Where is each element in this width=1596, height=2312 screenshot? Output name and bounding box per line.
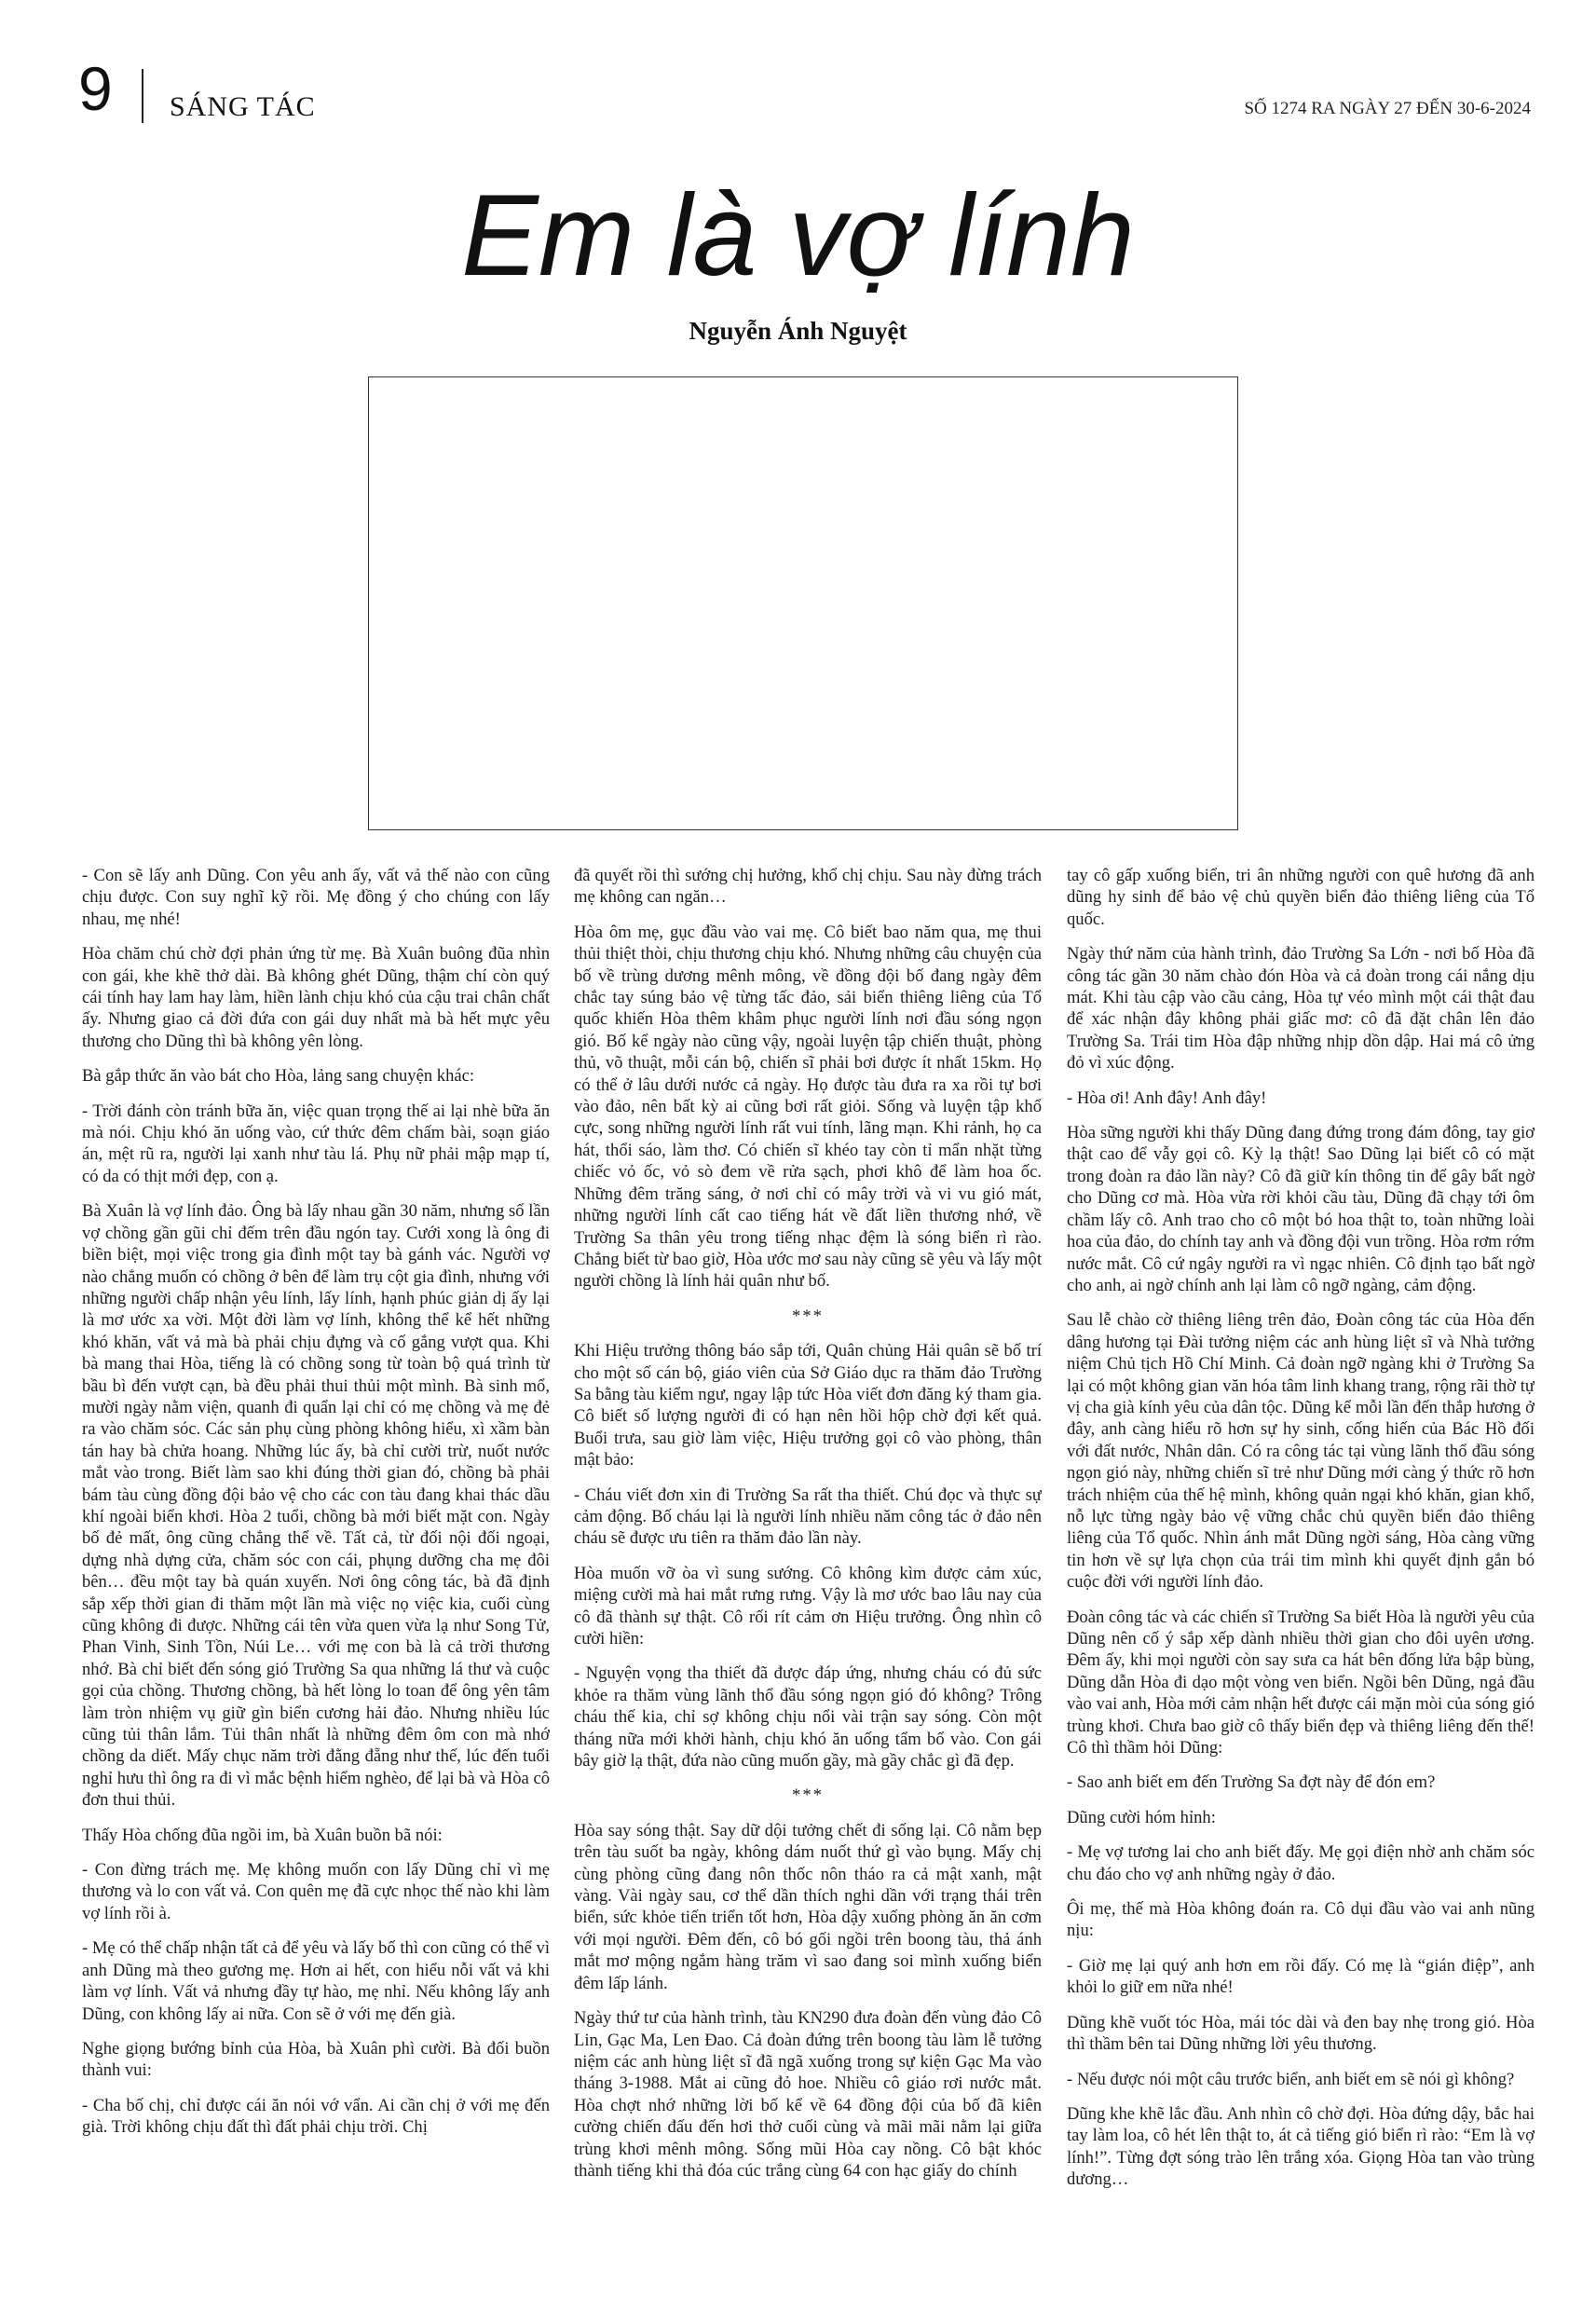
issue-date: SỐ 1274 RA NGÀY 27 ĐẾN 30-6-2024 [1244, 99, 1531, 118]
paragraph: Hòa say sóng thật. Say dữ dội tưởng chết đi sống lại. Cô nằm bẹp trên tàu suốt ba ngày, không dám nuốt thứ gì vào bụng. Mấy chị cùng phòng cũng đang nôn thốc nôn tháo ra cả mật xanh, mật vàng. Vài ngày sau, cơ thể dần thích nghi dần với trạng thái trên biển, sức khỏe tiến triển tốt hơn, Hòa dậy xuống phòng ăn ăn cơm với mọi người. Đêm đến, cô bó gối ngồi trên boong tàu, thả ánh mắt mơ mộng ngắm hàng trăm vì sao đang soi mình xuống biển đêm lấp lánh. [574, 1820, 1042, 1993]
paragraph: Bà gắp thức ăn vào bát cho Hòa, lảng sang chuyện khác: [82, 1066, 475, 1087]
paragraph: - Nếu được nói một câu trước biển, anh biết em sẽ nói gì không? [1067, 2069, 1515, 2089]
paragraph: Thấy Hòa chống đũa ngồi im, bà Xuân buồn bã nói: [82, 1825, 443, 1845]
article-title: Em là vợ lính [461, 171, 1135, 300]
paragraph: - Trời đánh còn tránh bữa ăn, việc quan trọng thế ai lại nhè bữa ăn mà nói. Chịu khó ăn uống vào, cứ thức đêm chấm bài, soạn giáo án, mệt rũ ra, người lại xanh như tàu lá. Phụ nữ phải mập mạp tí, có da có thịt mới đẹp, con ạ. [82, 1101, 550, 1186]
paragraph: Nghe giọng bướng bỉnh của Hòa, bà Xuân phì cười. Bà đối buồn thành vui: [82, 2038, 550, 2081]
paragraph: tay cô gấp xuống biển, tri ân những người con quê hương đã anh dũng hy sinh để bảo vệ chủ quyền biển đảo thiêng liêng của Tổ quốc. [1067, 866, 1535, 929]
header-divider [142, 69, 143, 123]
paragraph: Hòa chăm chú chờ đợi phản ứng từ mẹ. Bà Xuân buông đũa nhìn con gái, khe khẽ thở dài. Bà không ghét Dũng, thậm chí còn quý cái tính hay lam hay làm, hiền lành chịu khó của cậu trai chân chất ấy. Nhưng giao cả đời đứa con gái duy nhất mà bà hết mực yêu thương cho Dũng thì bà không yên lòng. [82, 944, 550, 1051]
paragraph: đã quyết rồi thì sướng chị hưởng, khổ chị chịu. Sau này đừng trách mẹ không can ngăn… [574, 866, 1042, 908]
paragraph: Ngày thứ tư của hành trình, tàu KN290 đưa đoàn đến vùng đảo Cô Lin, Gạc Ma, Len Đao. Cả đoàn đứng trên boong tàu làm lễ tưởng niệm các anh hùng liệt sĩ đã ngã xuống trong sự kiện Gạc Ma vào tháng 3-1988. Mắt ai cũng đỏ hoe. Nhiều cô giáo rơi nước mắt. Hòa chợt nhớ những lời bố kể về 64 đồng đội của bố đã kiên cường chiến đấu đến hơi thở cuối cùng và mãi mãi nằm lại giữa trùng khơi mênh mông. Sống mũi Hòa cay nồng. Cô bật khóc thành tiếng khi thả đóa cúc trắng cùng 64 con hạc giấy do chính [574, 2008, 1042, 2181]
text-column-1 [82, 865, 550, 2253]
paragraph: Đoàn công tác và các chiến sĩ Trường Sa biết Hòa là người yêu của Dũng nên cố ý sắp xếp dành nhiều thời gian cho đôi uyên ương. Đêm ấy, khi mọi người còn say sưa ca hát bên đống lửa bập bùng, Dũng dẫn Hòa đi dạo một vòng ven biển. Ngồi bên Dũng, ngả đầu vào vai anh, Hòa mới cảm nhận hết được cái mặn mòi của sóng gió trùng khơi. Chưa bao giờ cô thấy biển đẹp và thiêng liêng đến thế! Cô thì thầm hỏi Dũng: [1067, 1607, 1535, 1758]
page-number: 9 [78, 54, 113, 123]
paragraph: Dũng khẽ vuốt tóc Hòa, mái tóc dài và đen bay nhẹ trong gió. Hòa thì thầm bên tai Dũng những lời yêu thương. [1067, 2012, 1535, 2055]
paragraph: - Con sẽ lấy anh Dũng. Con yêu anh ấy, vất vả thế nào con cũng chịu được. Con suy nghĩ kỹ rồi. Mẹ đồng ý cho chúng con lấy nhau, mẹ nhé! [82, 866, 550, 929]
paragraph: Ôi mẹ, thế mà Hòa không đoán ra. Cô dụi đầu vào vai anh nũng nịu: [1067, 1899, 1535, 1941]
text-column-2 [574, 865, 1042, 2253]
paragraph: - Mẹ có thể chấp nhận tất cả để yêu và lấy bố thì con cũng có thể vì anh Dũng mà theo gương mẹ. Hơn ai hết, con hiểu nỗi vất vả khi làm vợ lính. Vất vả nhưng đầy tự hào, mẹ nhỉ. Nếu không lấy anh Dũng, con không lấy ai nữa. Con sẽ ở với mẹ đến già. [82, 1938, 550, 2024]
paragraph: Sau lễ chào cờ thiêng liêng trên đảo, Đoàn công tác của Hòa đến dâng hương tại Đài tưởng niệm các anh hùng liệt sĩ và Nhà tưởng niệm Chủ tịch Hồ Chí Minh. Cả đoàn ngỡ ngàng khi ở Trường Sa lại có một không gian văn hóa tâm linh khang trang, rộng rãi thờ tự vị cha già kính yêu của dân tộc. Dũng kể mỗi lần đến thắp hương ở đây, anh càng hiểu rõ hơn sự hy sinh, cống hiến của Bác Hồ đối với đất nước, Nhân dân. Có ra công tác tại vùng lãnh thổ đầu sóng ngọn gió này, những chiến sĩ trẻ như Dũng mới càng ý thức rõ hơn trách nhiệm của thế hệ mình, không quản ngại khó khăn, gian khổ, nỗ lực từng ngày bảo vệ vững chắc chủ quyền biển đảo thiêng liêng của Tổ quốc. Nhìn ánh mắt Dũng ngời sáng, Hòa càng vững tin hơn về sự lựa chọn của trái tim mình khi quyết định gắn bó cuộc đời với người lính đảo. [1067, 1310, 1535, 1593]
paragraph: Hòa sững người khi thấy Dũng đang đứng trong đám đông, tay giơ thật cao để vẫy gọi cô. Kỳ lạ thật! Sao Dũng lại biết cô có mặt trong đoàn ra đảo lần này? Cô đã giữ kín thông tin để gây bất ngờ cho Dũng cơ mà. Hòa vừa rời khỏi cầu tàu, Dũng đã chạy tới ôm chầm lấy cô. Anh trao cho cô một bó hoa thật to, toàn những loài hoa của đảo, do chính tay anh và đồng đội vun trồng. Hòa rơm rớm nước mắt. Cô cứ ngây người ra vì ngạc nhiên. Cô định tạo bất ngờ cho anh, ai ngờ chính anh lại làm cô ngỡ ngàng, cảm động. [1067, 1123, 1535, 1295]
paragraph: Hòa muốn vỡ òa vì sung sướng. Cô không kìm được cảm xúc, miệng cười mà hai mắt rưng rưng. Vậy là mơ ước bao lâu nay của cô đã thành sự thật. Cô rối rít cảm ơn Hiệu trưởng. Ông nhìn cô cười hiền: [574, 1563, 1042, 1648]
section-label: SÁNG TÁC [170, 91, 316, 122]
text-column-3 [1067, 865, 1535, 2253]
paragraph: - Giờ mẹ lại quý anh hơn em rồi đấy. Có mẹ là “gián điệp”, anh khỏi lo giữ em nữa nhé! [1067, 1955, 1535, 1998]
paragraph: Dũng khe khẽ lắc đầu. Anh nhìn cô chờ đợi. Hòa đứng dậy, bắc hai tay làm loa, cô hét lên thật to, át cả tiếng gió biển rì rào: “Em là vợ lính!”. Từng đợt sóng trào lên trắng xóa. Giọng Hòa tan vào trùng dương… [1067, 2103, 1535, 2190]
section-separator: *** [792, 1306, 824, 1326]
paragraph: Ngày thứ năm của hành trình, đảo Trường Sa Lớn - nơi bố Hòa đã công tác gần 30 năm chào đón Hòa và cả đoàn trong cái nắng dịu mát. Khi tàu cập vào cầu cảng, Hòa tự véo mình một cái thật đau để xác nhận đây không phải giấc mơ: cô đã đặt chân lên đảo Trường Sa. Trái tim Hòa đập những nhịp dồn dập. Hai má cô ửng đỏ vì xúc động. [1067, 944, 1535, 1074]
paragraph: - Cha bố chị, chỉ được cái ăn nói vớ vẩn. Ai cần chị ở với mẹ đến già. Trời không chịu đất thì đất phải chịu trời. Chị [82, 2095, 550, 2138]
paragraph: Bà Xuân là vợ lính đảo. Ông bà lấy nhau gần 30 năm, nhưng số lần vợ chồng gần gũi chỉ đếm trên đầu ngón tay. Cưới xong là ông đi biền biệt, mọi việc trong gia đình một tay bà gánh vác. Người vợ nào chẳng muốn có chồng ở bên để làm trụ cột gia đình, nhưng với những người chấp nhận yêu lính, lấy lính, hạnh phúc giản dị ấy lại là mơ ước xa vời. Một đời làm vợ lính, không thể kể hết những khó khăn, vất vả mà bà phải chịu đựng và cố gắng vượt qua. Khi bà mang thai Hòa, tiếng là có chồng song từ toàn bộ quá trình từ bầu bì đến vượt cạn, bà đều phải thui thủi một mình. Bà sinh mổ, mười ngày nằm viện, quanh đi quẩn lại chỉ có mẹ chồng và mẹ đẻ ra vào chăm sóc. Các sản phụ cùng phòng không hiểu, xì xầm bàn tán hay bà chửa hoang. Những lúc ấy, bà chỉ cười trừ, nuốt nước mắt vào trong. Biết làm sao khi đúng thời gian đó, chồng bà phải bám tàu cùng đồng đội bảo vệ cho các con tàu đang khai thác dầu khí ngoài biển khơi. Hòa 2 tuổi, chồng bà mới biết mặt con. Ngày bố đẻ mất, ông cũng chẳng thể về. Tất cả, từ đối nội đối ngoại, dựng nhà dựng cửa, chăm sóc con cái, phụng dưỡng cha mẹ đôi bên… đều một tay bà quán xuyến. Nơi ông công tác, bà đã định sắp xếp thời gian đi thăm một lần mà việc nọ việc kia, cuối cùng cũng không đi được. Những cái tên vừa quen vừa lạ như Song Tử, Phan Vinh, Sinh Tồn, Núi Le… với mẹ con bà là cả trời thương nhớ. Bà chỉ biết đến sóng gió Trường Sa qua những lá thư và cuộc gọi của chồng. Thương chồng, bà hết lòng lo toan để ông yên tâm làm tròn nhiệm vụ giữ gìn biển cương hải đảo. Nhưng nhiều lúc cũng tủi thân lắm. Tủi thân nhất là những đêm ôm con mà nhớ chồng da diết. Mấy chục năm trời đằng đẵng như thế, lúc đến tuổi nghỉ hưu thì ông ra đi vì mắc bệnh hiểm nghèo, để lại bà và Hòa cô đơn thui thủi. [82, 1201, 550, 1811]
paragraph: Hòa ôm mẹ, gục đầu vào vai mẹ. Cô biết bao năm qua, mẹ thui thủi thiệt thòi, chịu thương chịu khó. Nhưng những câu chuyện của bố về trùng dương mênh mông, về đồng đội bố đang ngày đêm chắc tay súng bảo vệ từng tấc đảo, sải biển thiêng liêng của Tổ quốc khiến Hòa thêm khâm phục người lính nơi đầu sóng ngọn gió. Bố kể ngày nào cũng vậy, ngoài luyện tập chiến thuật, phòng thủ, võ thuật, mỗi cán bộ, chiến sĩ phải bơi được ít nhất 15km. Họ có thể ở lâu dưới nước cả ngày. Họ được tàu đưa ra xa rồi tự bơi vào đảo, nên bất kỳ ai cũng bơi rất giỏi. Sống và luyện tập khổ cực, song những người lính rất vui tính, lãng mạn. Khi rảnh, họ ca hát, thổi sáo, làm thơ. Có chiến sĩ khéo tay còn tỉ mẩn nhặt từng chiếc vỏ ốc, vỏ sò đem về rửa sạch, phơi khô để làm hoa ốc. Những đêm trăng sáng, ở nơi chỉ có mây trời và vi vu gió mát, những người lính cất cao tiếng hát về đất liền thương nhớ, về Trường Sa thân yêu trong tiếng nhạc đệm là sóng biển rì rào. Chẳng biết từ bao giờ, Hòa ước mơ sau này cũng sẽ yêu và lấy một người chồng là lính hải quân như bố. [574, 922, 1042, 1292]
paragraph: Dũng cười hóm hỉnh: [1067, 1807, 1216, 1827]
article-image-placeholder [368, 376, 1238, 830]
paragraph: - Hòa ơi! Anh đây! Anh đây! [1067, 1088, 1267, 1108]
paragraph: - Sao anh biết em đến Trường Sa đợt này để đón em? [1067, 1772, 1436, 1793]
paragraph: - Mẹ vợ tương lai cho anh biết đấy. Mẹ gọi điện nhờ anh chăm sóc chu đáo cho vợ anh những ngày ở đảo. [1067, 1842, 1535, 1884]
article-author: Nguyễn Ánh Nguyệt [689, 317, 907, 345]
paragraph: - Cháu viết đơn xin đi Trường Sa rất tha thiết. Chú đọc và thực sự cảm động. Bố cháu lại là người lính nhiều năm công tác ở đảo nên cháu sẽ được ưu tiên ra thăm đảo lần này. [574, 1484, 1042, 1549]
paragraph: - Nguyện vọng tha thiết đã được đáp ứng, nhưng cháu có đủ sức khỏe ra thăm vùng lãnh thổ đầu sóng ngọn gió đó không? Trông cháu thế kia, chỉ sợ không chịu nổi vài trận say sóng. Còn một tháng nữa mới khởi hành, chịu khó ăn uống tẩm bổ vào. Con gái bây giờ lạ thật, đứa nào cũng muốn gầy, mà gầy chắc gì đã đẹp. [574, 1663, 1042, 1772]
paragraph: Khi Hiệu trưởng thông báo sắp tới, Quân chủng Hải quân sẽ bố trí cho một số cán bộ, giáo viên của Sở Giáo dục ra thăm đảo Trường Sa bằng tàu kiểm ngư, ngay lập tức Hòa viết đơn đăng ký tham gia. Cô biết số lượng người đi có hạn nên hồi hộp chờ đợi kết quả. Buổi trưa, sau giờ làm việc, Hiệu trưởng gọi cô vào phòng, thân mật bảo: [574, 1341, 1042, 1471]
paragraph: - Con đừng trách mẹ. Mẹ không muốn con lấy Dũng chỉ vì mẹ thương và lo con vất vả. Con quên mẹ đã cực nhọc thế nào khi làm vợ lính rồi à. [82, 1860, 550, 1923]
section-separator: *** [792, 1785, 824, 1806]
